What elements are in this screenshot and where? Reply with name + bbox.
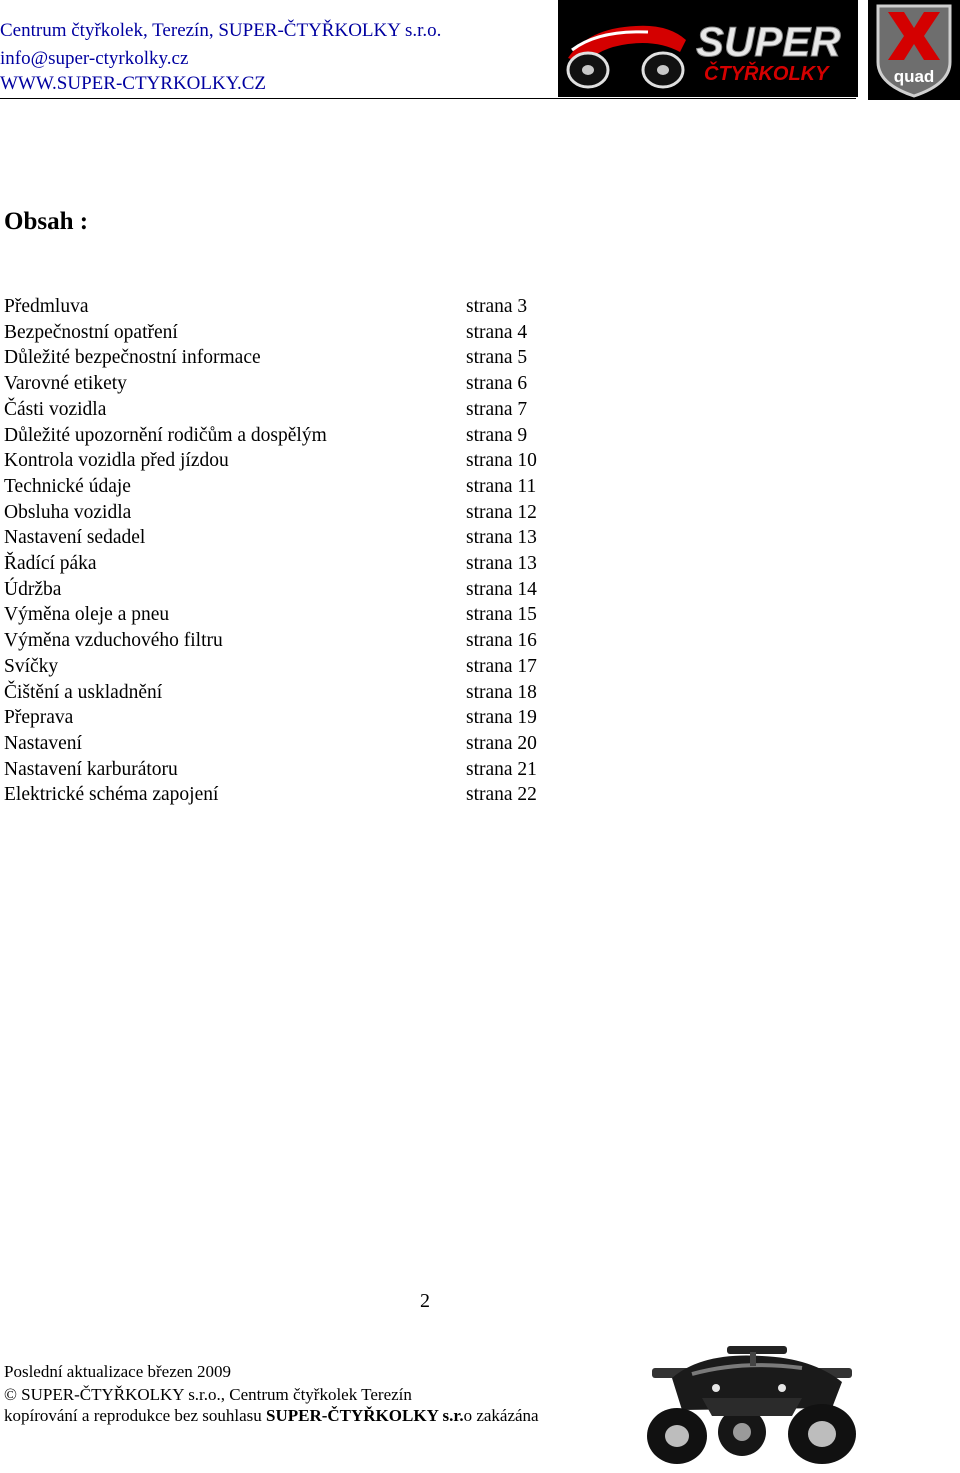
toc-item-page: strana 15 (466, 604, 537, 625)
toc-item-title: Varovné etikety (4, 373, 127, 394)
toc-item-title: Bezpečnostní opatření (4, 322, 178, 343)
toc-item-title: Řadící páka (4, 553, 97, 574)
toc-item-title: Důležité bezpečnostní informace (4, 347, 261, 368)
toc-item-title: Předmluva (4, 296, 89, 317)
footer-notice-suffix: o zakázána (463, 1406, 539, 1425)
toc-item-title: Nastavení (4, 733, 82, 754)
logo-ctyrkolky-text: ČTYŘKOLKY (704, 63, 829, 85)
toc-item-page: strana 20 (466, 733, 537, 754)
toc-item-title: Technické údaje (4, 476, 131, 497)
toc-item-page: strana 5 (466, 347, 528, 368)
toc-item-page: strana 13 (466, 527, 537, 548)
toc-item-page: strana 21 (466, 759, 537, 780)
toc-item-page: strana 16 (466, 630, 537, 651)
toc-item-page: strana 17 (466, 656, 537, 677)
logo-quad-text: quad (893, 67, 935, 86)
header-company: Centrum čtyřkolek, Terezín, SUPER-ČTYŘKOLKY s.r.o. (0, 20, 442, 41)
toc-item-page: strana 19 (466, 707, 537, 728)
toc-title: Obsah : (4, 208, 89, 235)
toc-item-title: Kontrola vozidla před jízdou (4, 450, 229, 471)
toc-item-title: Části vozidla (4, 399, 107, 420)
toc-item-page: strana 7 (466, 399, 528, 420)
atv-icon (647, 1346, 856, 1464)
toc-item-page: strana 13 (466, 553, 537, 574)
toc-item-title: Údržba (4, 579, 62, 600)
atv-silhouette-icon (568, 26, 686, 87)
footer-notice-company: SUPER-ČTYŘKOLKY s.r. (266, 1406, 464, 1425)
toc-item-page: strana 3 (466, 296, 528, 317)
toc-item-title: Nastavení sedadel (4, 527, 146, 548)
toc-item-title: Výměna vzduchového filtru (4, 630, 223, 651)
toc-item-page: strana 10 (466, 450, 537, 471)
toc-item-title: Svíčky (4, 656, 59, 677)
header-website[interactable]: WWW.SUPER-CTYRKOLKY.CZ (0, 73, 267, 94)
footer-notice-prefix: kopírování a reprodukce bez souhlasu (4, 1406, 266, 1425)
toc-item-title: Obsluha vozidla (4, 502, 132, 523)
toc-item-page: strana 9 (466, 425, 528, 446)
atv-photo (632, 1338, 888, 1468)
toc-item-title: Elektrické schéma zapojení (4, 784, 219, 805)
super-ctyrkolky-logo (558, 0, 858, 97)
toc-item-title: Čištění a uskladnění (4, 682, 163, 703)
toc-item-title: Nastavení karburátoru (4, 759, 178, 780)
toc-item-page: strana 11 (466, 476, 537, 497)
header-divider (0, 98, 856, 99)
toc-item-page: strana 6 (466, 373, 528, 394)
toc-item-title: Výměna oleje a pneu (4, 604, 170, 625)
x-quad-logo (868, 0, 960, 100)
toc-item-page: strana 12 (466, 502, 537, 523)
toc-item-page: strana 22 (466, 784, 537, 805)
footer-notice (4, 1405, 539, 1426)
toc-item-page: strana 18 (466, 682, 537, 703)
toc-item-page: strana 14 (466, 579, 537, 600)
toc-item-title: Přeprava (4, 707, 74, 728)
page-number: 2 (420, 1290, 430, 1312)
header-email[interactable]: info@super-ctyrkolky.cz (0, 48, 189, 69)
logo-super-text: SUPER (696, 18, 841, 65)
toc-item-title: Důležité upozornění rodičům a dospělým (4, 425, 327, 446)
copyright-icon: © (4, 1385, 17, 1404)
footer-copyright-text: SUPER-ČTYŘKOLKY s.r.o., Centrum čtyřkolek Terezín (21, 1385, 412, 1404)
toc-item-page: strana 4 (466, 322, 528, 343)
footer-updated: Poslední aktualizace březen 2009 (4, 1362, 232, 1381)
footer-copyright (4, 1384, 412, 1405)
